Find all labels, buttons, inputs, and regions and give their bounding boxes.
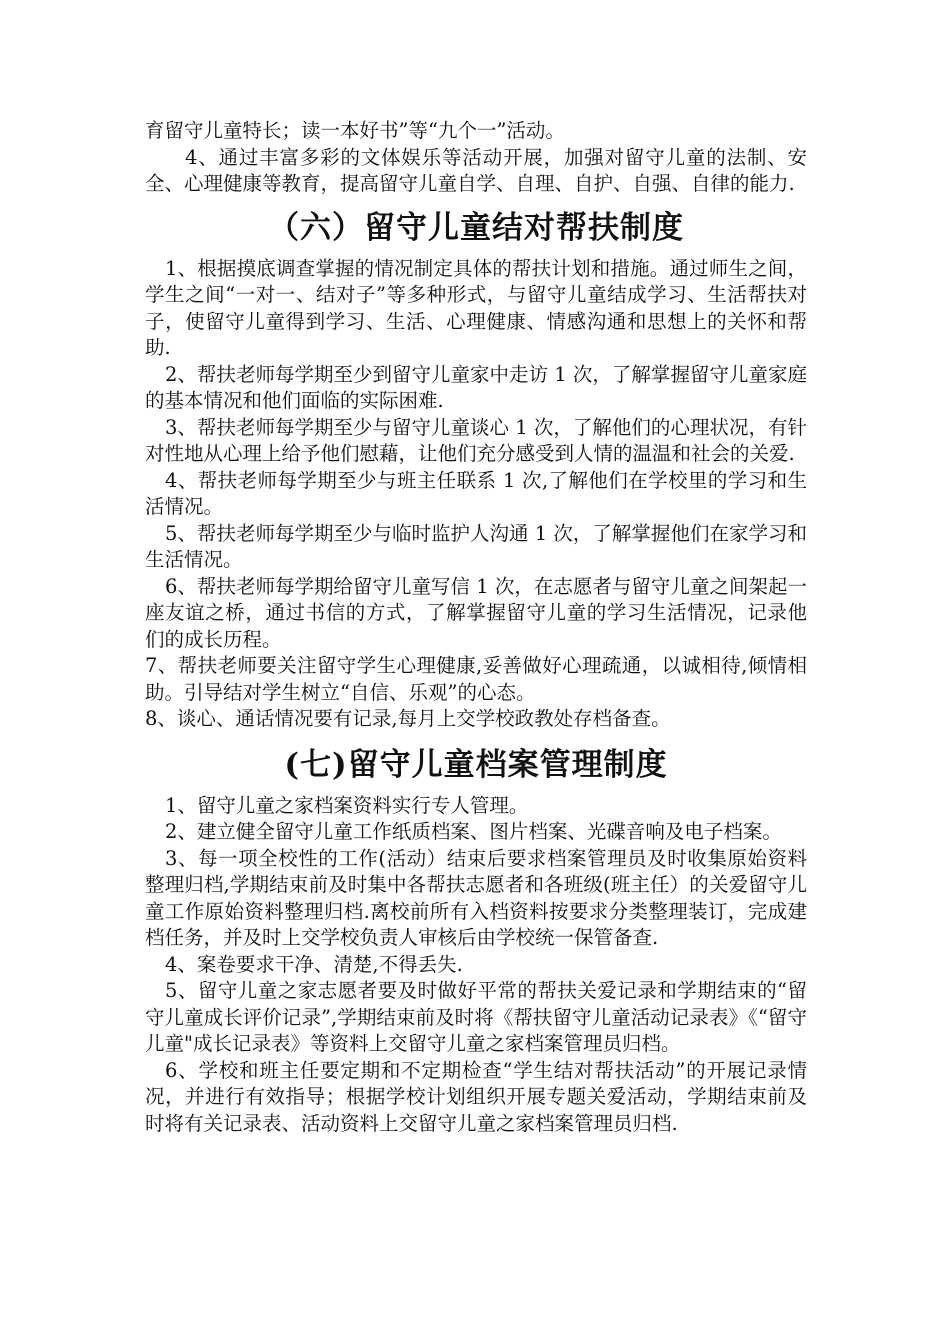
- section-6-title: （六）留守儿童结对帮扶制度: [268, 209, 684, 246]
- intro-item-4: 4、通过丰富多彩的文体娱乐等活动开展，加强对留守儿童的法制、安全、心理健康等教育，提高留守儿童自学、自理、自护、自强、自律的能力.: [145, 145, 807, 195]
- section-7-item-4: 4、案卷要求干净、清楚,不得丢失.: [165, 952, 463, 976]
- section-6-item-5: 5、帮扶老师每学期至少与临时监护人沟通 1 次，了解掌握他们在家学习和生活情况。: [145, 521, 807, 571]
- section-6-item-1: 1、根据摸底调查掌握的情况制定具体的帮扶计划和措施。通过师生之间，学生之间“一对一、结对子”等多种形式，与留守儿童结成学习、生活帮扶对子，使留守儿童得到学习、生活、心理健康、情感沟通和思想上的关怀和帮助.: [145, 256, 807, 359]
- section-7-item-5: 5、留守儿童之家志愿者要及时做好平常的帮扶关爱记录和学期结束的“留守儿童成长评价记录”,学期结束前及时将《帮扶留守儿童活动记录表》《“留守儿童"成长记录表》等资料上交留守儿童之家档案管理员归档。: [145, 979, 807, 1055]
- document-page: [145, 118, 807, 1137]
- section-7-title: (七)留守儿童档案管理制度: [284, 746, 668, 783]
- section-7-item-3: 3、每一项全校性的工作(活动）结束后要求档案管理员及时收集原始资料整理归档,学期结束前及时集中各帮扶志愿者和各班级(班主任）的关爱留守儿童工作原始资料整理归档.离校前所有入档资料按要求分类整理装订，完成建档任务，并及时上交学校负责人审核后由学校统一保管备查.: [145, 846, 807, 949]
- section-6-item-2: 2、帮扶老师每学期至少到留守儿童家中走访 1 次，了解掌握留守儿童家庭的基本情况和他们面临的实际困难.: [145, 362, 807, 412]
- section-6-item-3: 3、帮扶老师每学期至少与留守儿童谈心 1 次，了解他们的心理状况，有针对性地从心理上给予他们慰藉，让他们充分感受到人情的温温和社会的关爱.: [145, 415, 807, 465]
- section-6-item-7: 7、帮扶老师要关注留守学生心理健康,妥善做好心理疏通，以诚相待,倾情相助。引导结对学生树立“自信、乐观”的心态。: [145, 654, 807, 704]
- section-7-item-2: 2、建立健全留守儿童工作纸质档案、图片档案、光碟音响及电子档案。: [165, 820, 782, 843]
- section-7-item-1: 1、留守儿童之家档案资料实行专人管理。: [165, 793, 529, 817]
- intro-line-1: 育留守儿童特长；读一本好书”等“九个一”活动。: [145, 119, 565, 142]
- section-6-item-6: 6、帮扶老师每学期给留守儿童写信 1 次，在志愿者与留守儿童之间架起一座友谊之桥，通过书信的方式，了解掌握留守儿童的学习生活情况，记录他们的成长历程。: [145, 574, 807, 651]
- section-7-item-6: 6、学校和班主任要定期和不定期检查“学生结对帮扶活动”的开展记录情况，并进行有效指导；根据学校计划组织开展专题关爱活动，学期结束前及时将有关记录表、活动资料上交留守儿童之家档案管理员归档.: [145, 1058, 807, 1135]
- section-6-item-4: 4、帮扶老师每学期至少与班主任联系 1 次,了解他们在学校里的学习和生活情况。: [145, 468, 807, 518]
- section-6-item-8: 8、谈心、通话情况要有记录,每月上交学校政教处存档备查。: [145, 707, 671, 730]
